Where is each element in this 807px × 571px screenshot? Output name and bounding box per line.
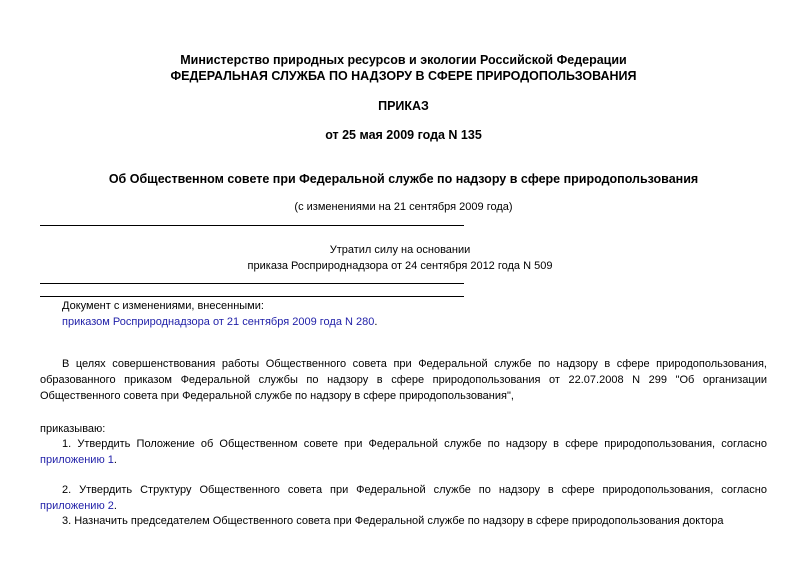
amendments-note: (с изменениями на 21 сентября 2009 года)	[294, 201, 513, 213]
amending-order-link[interactable]: приказом Росприроднадзора от 21 сентября 2009 года N 280	[62, 316, 375, 328]
item-1-text: 1. Утвердить Положение об Общественном совете при Федеральной службе по надзору в сфере природопользования, согласно	[62, 438, 767, 450]
item-1-paragraph	[40, 436, 767, 468]
divider-line	[40, 296, 464, 297]
ministry-name: Министерство природных ресурсов и экологии Российской Федерации	[180, 53, 627, 67]
item-3-paragraph: 3. Назначить председателем Общественного совета при Федеральной службе по надзору в сфере природопользования доктора	[62, 515, 724, 527]
document-date-number: от 25 мая 2009 года N 135	[325, 128, 482, 142]
item-2-paragraph	[40, 482, 767, 514]
appendix-1-link[interactable]: приложению 1	[40, 454, 114, 466]
divider-line	[40, 225, 464, 226]
status-line-1: Утратил силу на основании	[329, 244, 471, 256]
divider-line	[40, 283, 464, 284]
item-2-text: 2. Утвердить Структуру Общественного совета при Федеральной службе по надзору в сфере природопользования, согласно	[62, 484, 767, 496]
item-1-end: .	[113, 454, 117, 466]
intro-paragraph: В целях совершенствования работы Общественного совета при Федеральной службе по надзору в сфере природопользования, образованного приказом Федеральной службы по надзору в сфере природопользования от 22.07.2008 N 299 "Об организации Общественного совета при Федеральной службе по надзору в сфере природопользования",	[40, 358, 767, 402]
item-2-end: .	[113, 500, 117, 512]
service-name: ФЕДЕРАЛЬНАЯ СЛУЖБА ПО НАДЗОРУ В СФЕРЕ ПРИРОДОПОЛЬЗОВАНИЯ	[170, 69, 637, 83]
changes-reference	[62, 314, 377, 330]
document-type: ПРИКАЗ	[378, 99, 429, 113]
changes-label: Документ с изменениями, внесенными:	[62, 300, 264, 312]
status-line-2: приказа Росприроднадзора от 24 сентября 2012 года N 509	[247, 260, 553, 272]
changes-reference-end: .	[374, 316, 378, 328]
appendix-2-link[interactable]: приложению 2	[40, 500, 114, 512]
order-word: приказываю:	[40, 423, 106, 435]
document-title: Об Общественном совете при Федеральной службе по надзору в сфере природопользования	[108, 172, 699, 186]
